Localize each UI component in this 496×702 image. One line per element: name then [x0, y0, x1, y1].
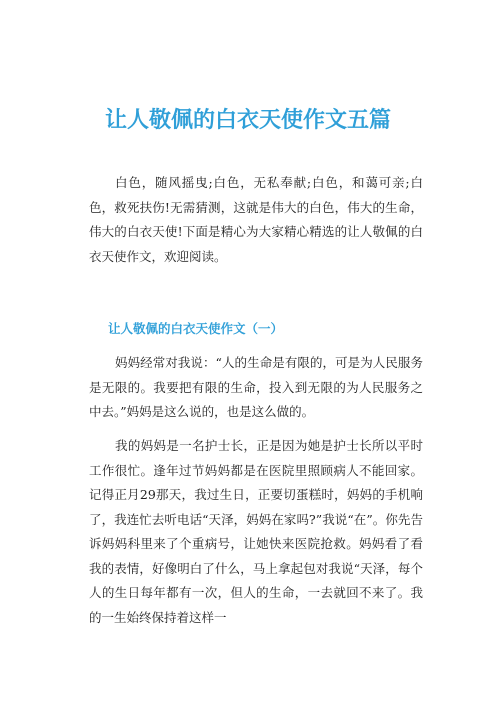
- intro-paragraph: 白色，随风摇曳;白色，无私奉献;白色，和蔼可亲;白色，救死扶伤!无需猜测，这就是伟大的白色，伟大的生命，伟大的白衣天使!下面是精心为大家精心精选的让人敬佩的白衣天使作文，欢迎阅读。: [89, 175, 423, 264]
- body-paragraph-1: 妈妈经常对我说：“人的生命是有限的，可是为人民服务是无限的。我要把有限的生命，投入到无限的为人民服务之中去。”妈妈是这么说的，也是这么做的。: [89, 355, 423, 419]
- section-heading: 让人敬佩的白衣天使作文（一）: [108, 321, 284, 336]
- body-paragraph-2: 我的妈妈是一名护士长，正是因为她是护士长所以平时工作很忙。逢年过节妈妈都是在医院里照顾病人不能回家。记得正月29那天，我过生日，正要切蛋糕时，妈妈的手机响了，我连忙去听电话“天泽，妈妈在家吗?”我说“在”。你先告诉妈妈科里来了个重病号，让她快来医院抢救。妈妈看了看我的表情，好像明白了什么，马上拿起包对我说“天泽，每个人的生日每年都有一次，但人的生命，一去就回不来了。我的一生始终保持着这样一: [89, 438, 423, 625]
- document-title: 让人敬佩的白衣天使作文五篇: [104, 108, 391, 133]
